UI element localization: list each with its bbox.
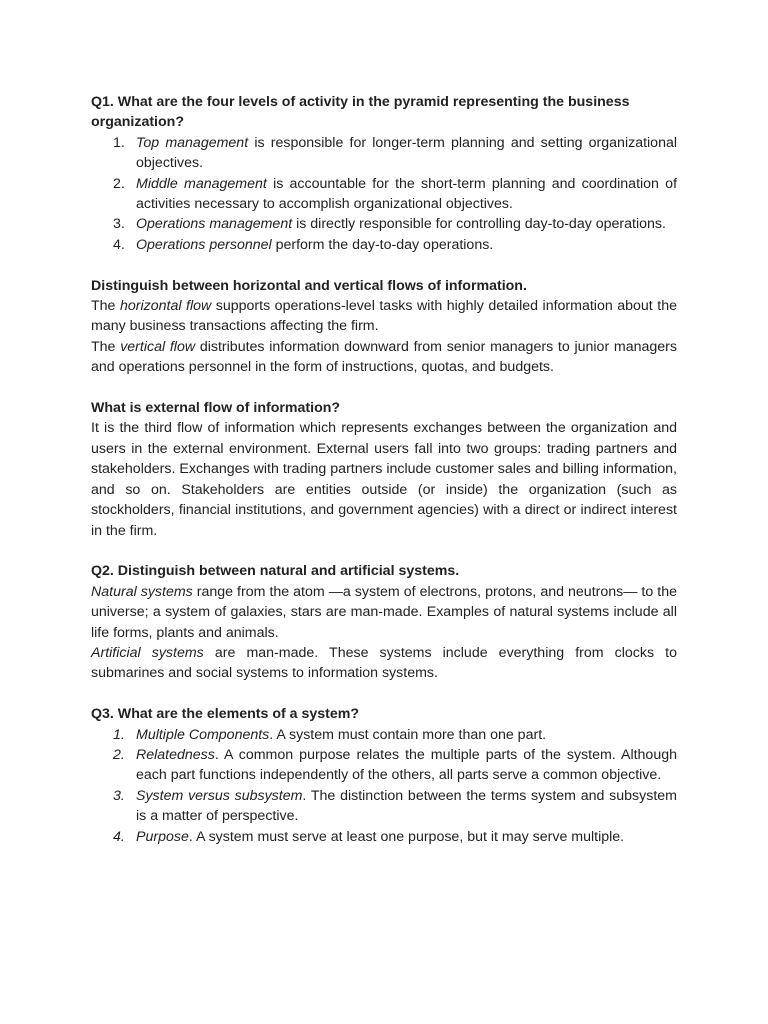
list-term: Multiple Components bbox=[136, 726, 270, 743]
list-term: Relatedness bbox=[136, 746, 215, 763]
list-term: System versus subsystem bbox=[136, 787, 303, 804]
list-number: 4. bbox=[113, 828, 125, 845]
list-item bbox=[91, 214, 677, 234]
artificial-systems-paragraph bbox=[91, 643, 677, 684]
q2-heading: Q2. Distinguish between natural and artificial systems. bbox=[91, 563, 460, 580]
list-number: 4. bbox=[113, 236, 125, 253]
vertical-flow-term: vertical flow bbox=[120, 338, 196, 355]
text: The bbox=[91, 298, 120, 315]
list-text: perform the day-to-day operations. bbox=[271, 236, 494, 253]
horizontal-flow-paragraph bbox=[91, 296, 677, 337]
list-number: 3. bbox=[113, 216, 125, 233]
q1-list bbox=[91, 133, 677, 255]
q1-heading: Q1. What are the four levels of activity in the pyramid representing the business organization? bbox=[91, 94, 630, 131]
list-term: Purpose bbox=[136, 828, 189, 845]
list-text: . A system must contain more than one part. bbox=[269, 726, 547, 743]
q3-section bbox=[91, 704, 677, 847]
external-flow-section bbox=[91, 398, 677, 541]
list-number: 1. bbox=[113, 726, 125, 743]
q3-heading: Q3. What are the elements of a system? bbox=[91, 706, 360, 723]
horizontal-flow-term: horizontal flow bbox=[119, 298, 212, 315]
list-text: is responsible for longer-term planning and setting organizational objectives. bbox=[136, 134, 678, 172]
q1-section bbox=[91, 92, 677, 255]
list-text: is accountable for the short-term planning and coordination of activities necessary to accomplish organizational objectives. bbox=[136, 175, 678, 213]
list-number: 1. bbox=[113, 134, 125, 151]
text: The bbox=[91, 338, 121, 355]
external-flow-heading: What is external flow of information? bbox=[91, 400, 341, 417]
list-item bbox=[91, 235, 677, 255]
list-text: . A common purpose relates the multiple parts of the system. Although each part functions independently of the others, all parts serve a common objective. bbox=[136, 746, 677, 784]
natural-systems-term: Natural systems bbox=[91, 583, 193, 600]
q2-section bbox=[91, 561, 677, 683]
artificial-systems-term: Artificial systems bbox=[91, 644, 204, 661]
list-item bbox=[91, 786, 677, 827]
list-number: 3. bbox=[113, 787, 125, 804]
list-number: 2. bbox=[113, 175, 125, 192]
list-item bbox=[91, 174, 677, 215]
document-page bbox=[91, 92, 677, 867]
list-term: Middle management bbox=[136, 175, 267, 192]
list-term: Operations management bbox=[136, 216, 293, 233]
list-item bbox=[91, 133, 677, 174]
list-item bbox=[91, 745, 677, 786]
list-text: . A system must serve at least one purpose, but it may serve multiple. bbox=[188, 828, 625, 845]
list-text: . The distinction between the terms system and subsystem is a matter of perspective. bbox=[136, 787, 677, 825]
list-item bbox=[91, 827, 677, 847]
q3-list bbox=[91, 725, 677, 847]
text: supports operations-level tasks with highly detailed information about the many business transactions affecting the firm. bbox=[91, 298, 677, 335]
list-term: Top management bbox=[136, 134, 249, 151]
flows-heading: Distinguish between horizontal and vertical flows of information. bbox=[91, 277, 527, 294]
text: range from the atom —a system of electrons, protons, and neutrons— to the universe; a system of galaxies, stars are man-made. Examples of natural systems include all life forms, plants and animals. bbox=[91, 583, 677, 641]
natural-systems-paragraph bbox=[91, 582, 677, 643]
list-number: 2. bbox=[113, 746, 125, 763]
list-item bbox=[91, 725, 677, 745]
text: are man-made. These systems include everything from clocks to submarines and social systems to information systems. bbox=[91, 644, 677, 682]
vertical-flow-paragraph bbox=[91, 337, 677, 378]
flows-section bbox=[91, 276, 677, 378]
text: distributes information downward from senior managers to junior managers and operations personnel in the form of instructions, quotas, and budgets. bbox=[91, 338, 677, 376]
external-flow-paragraph: It is the third flow of information which represents exchanges between the organization and users in the external environment. External users fall into two groups: trading partners and stakeholders. Exchanges with trading partners include customer sales and billing information, and so on. Stakeholders are entities outside (or inside) the organization (such as stockholders, financial institutions, and government agencies) with a direct or indirect interest in the firm. bbox=[91, 420, 677, 539]
list-text: is directly responsible for controlling day-to-day operations. bbox=[292, 216, 666, 233]
list-term: Operations personnel bbox=[136, 236, 272, 253]
